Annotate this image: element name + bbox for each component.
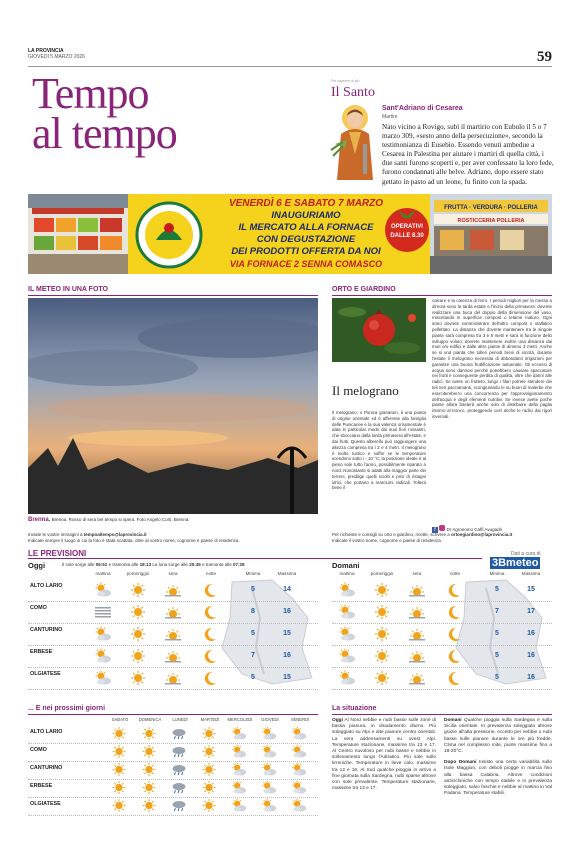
sunset-photo (28, 298, 318, 514)
sun-icon (109, 780, 129, 795)
article-title: Il melograno (332, 383, 399, 398)
column-header: Massima (277, 571, 297, 576)
section-rule (332, 714, 552, 715)
row-separator (332, 667, 552, 668)
day-header: SABATO (111, 717, 129, 722)
today-label: Oggi (28, 561, 46, 570)
day-header: VENERDÌ (290, 717, 310, 722)
situation-heading: La situazione (332, 705, 377, 712)
column-header: sera (412, 571, 422, 576)
rain-icon (169, 744, 189, 759)
sun-low-icon (406, 648, 428, 664)
photo-email-link[interactable]: tempoaltempo@laprovincia.it (83, 532, 147, 537)
sun-icon (109, 744, 129, 759)
orto-email-link[interactable]: ortoegiardino@laprovincia.it (451, 532, 513, 537)
day-header: LUNEDÌ (172, 717, 188, 722)
row-separator (332, 623, 552, 624)
sun-cloud-icon (229, 744, 249, 759)
column-header: Minima (489, 571, 505, 576)
sun-cloud-icon (229, 762, 249, 777)
sun-cloud-icon (289, 798, 309, 813)
instagram-icon[interactable] (439, 525, 445, 531)
column-header: pomeriggio (126, 571, 150, 576)
column-header: pomeriggio (370, 571, 394, 576)
provider-credit: Dati a cura di 3Bmeteo (492, 551, 541, 569)
sun-icon (199, 762, 219, 777)
sun-cloud-icon (259, 762, 279, 777)
temp-min: 5 (251, 674, 255, 681)
rain-icon (169, 798, 189, 813)
sun-icon (127, 670, 149, 686)
column-header: sera (168, 571, 178, 576)
column-header: mattina (339, 571, 355, 576)
sun-icon (127, 604, 149, 620)
sun-icon (127, 582, 149, 598)
sun-cloud-icon (336, 626, 358, 642)
rain-icon (169, 726, 189, 741)
moon-icon (444, 626, 466, 642)
tomorrow-label: Domani (332, 561, 360, 570)
market-stall-photo (28, 194, 128, 274)
sun-cloud-icon (289, 726, 309, 741)
city-name: ERBESE (30, 649, 53, 655)
column-header: notte (449, 571, 461, 576)
sun-icon (139, 762, 159, 777)
header-rule (28, 66, 552, 67)
3bmeteo-logo: 3Bmeteo (492, 557, 539, 569)
page-number: 59 (537, 49, 552, 65)
sun-icon (371, 670, 393, 686)
sun-icon (109, 762, 129, 777)
article-column-1: Il melograno, o Punica granatum, è una pianta di origine orientale ed è afferente alla famiglia delle Punicacee e la sua valenza ornamentale è data in particolar modo dai suoi fiori rossastri, che sbocciano dalla tarda primavera all'estate, e dai frutti. Questo alberello può raggiungere una altezza compresa tra i 2 e 4 metri. Il melograno è molto rustico e soffre se le temperature scendono sotto i - 10 °C; la posizione ideale è al pieno sole tutto l'anno, possibilmente riparato a nord. Nonostante si adatti alla maggior parte dei terreni, predilige quelli sciolti e privi di ristagni idrici, che portano a marciumi radicali. Tollera bene il (332, 410, 426, 491)
sun-cloud-icon (92, 626, 114, 642)
sun-low-icon (162, 604, 184, 620)
temp-max: 15 (283, 630, 291, 637)
sun-cloud-icon (229, 798, 249, 813)
sun-icon (139, 744, 159, 759)
sun-cloud-icon (259, 726, 279, 741)
pomegranate-photo (332, 298, 426, 362)
page-title: Tempo al tempo (32, 69, 177, 158)
section-rule (28, 714, 318, 715)
temp-min: 5 (495, 586, 499, 593)
sun-cloud-icon (336, 582, 358, 598)
sun-cloud-icon (259, 744, 279, 759)
sun-icon (371, 648, 393, 664)
orto-submission-note: Per richieste e consigli su orto e giardino, ricette, scrivere a ortoegiardino@laprovincia.it Indicate il vostro nome, cognome e paese di residenza. (332, 532, 513, 543)
temp-min: 7 (251, 652, 255, 659)
row-separator (28, 815, 318, 816)
temp-min: 5 (495, 674, 499, 681)
market-logo-icon (134, 200, 204, 270)
article-column-2: calcare e la carenza di ferro. I periodi migliori per la messa a dimora sono la tarda estate e l'inizio della primavera: dovrete realizzare una buca del doppio della dimensione del vaso, miscelando in superficie compost o letame maturo. Ogni anno dovrete somministrare dell'altro compost o stallatico pellettato. La distanza che dovrete mantenere tra le singole piante sarà compresa tra 3 e 5 metri e sarà in funzione dello sviluppo voluto; dovrete mantenere inoltre una distanza dai muri e/o edifici e dalle altre piante di almeno 3 metri. Anche se si una pianta che tolleri periodi brevi di siccità, durante l'estate il melograno necessita di abbondanti irrigazioni per garantire una buona fruttificazione autunnale. Gli eccessi di acqua sono dannosi perché potrebbero causare spaccature nei frutti e conseguente perdita di qualità, oltre che danni alle radici. Se avete un frutteto, lungo i filari potrete stendere dei teli neri pacciamanti, scongiurando le su buon di malerbe che esercitereberro una concorrenza per l'approvvigionamento dell'acqua e degli elementi nutritivi. Se invece avete poche piante allora basterà anche solo di distribuire della paglia intorno al tronco, proteggendo così anche le radici dai rigori invernali. (432, 298, 552, 419)
sun-low-icon (162, 582, 184, 598)
section-rule (332, 295, 552, 296)
temp-max: 17 (527, 608, 535, 615)
row-separator (28, 667, 318, 668)
sun-cloud-icon (259, 780, 279, 795)
moon-icon (200, 582, 222, 598)
row-separator (332, 645, 552, 646)
sun-icon (199, 744, 219, 759)
temp-max: 16 (527, 652, 535, 659)
sun-cloud-icon (92, 648, 114, 664)
rain-icon (169, 780, 189, 795)
rain-icon (169, 762, 189, 777)
van-sign-2: ROSTICCERIA POLLERIA (457, 218, 525, 224)
advertisement-banner[interactable] (28, 194, 552, 274)
sun-cloud-icon (289, 744, 309, 759)
city-name: COMO (30, 747, 47, 753)
sun-icon (127, 626, 149, 642)
city-name: OLGIATESE (30, 801, 61, 807)
row-separator (332, 689, 552, 690)
city-name: ALTO LARIO (30, 583, 63, 589)
city-name: OLGIATESE (30, 671, 61, 677)
day-header: DOMENICA (138, 717, 162, 722)
sun-icon (127, 648, 149, 664)
sun-icon (371, 582, 393, 598)
moon-icon (444, 648, 466, 664)
column-header: Massima (521, 571, 541, 576)
fog-icon (92, 604, 114, 620)
section-heading-orto: ORTO E GIARDINO (332, 286, 396, 293)
photo-caption: Brenna. Brenna. Rosso di sera bel tempo si spera. Foto Angelo Corti, Brenna. (28, 517, 190, 523)
issue-date: GIOVEDÌ 5 MARZO 2026 (28, 54, 85, 60)
market-van-photo (430, 194, 552, 274)
temp-min: 7 (495, 608, 499, 615)
temp-max: 16 (527, 674, 535, 681)
next-days-heading: ... E nei prossimi giorni (28, 705, 106, 712)
city-name: ERBESE (30, 783, 53, 789)
sun-icon (109, 798, 129, 813)
santo-heading: Il Santo (331, 85, 375, 100)
temp-min: 5 (495, 630, 499, 637)
sun-low-icon (406, 626, 428, 642)
section-heading-foto: IL METEO IN UNA FOTO (28, 286, 108, 293)
van-sign: FRUTTA · VERDURA · POLLERIA (444, 205, 538, 211)
sun-cloud-icon (336, 648, 358, 664)
temp-max: 15 (283, 674, 291, 681)
day-header: GIOVEDÌ (261, 717, 279, 722)
moon-icon (200, 648, 222, 664)
sun-icon (109, 726, 129, 741)
saint-portrait-illustration (329, 104, 377, 180)
moon-icon (200, 670, 222, 686)
temp-min: 8 (251, 608, 255, 615)
sun-cloud-icon (259, 798, 279, 813)
sun-cloud-icon (229, 780, 249, 795)
sun-low-icon (406, 604, 428, 620)
sun-cloud-icon (229, 726, 249, 741)
sun-cloud-icon (289, 780, 309, 795)
santo-kicker: Per saperne di più (331, 79, 360, 83)
city-name: CANTURINO (30, 627, 63, 633)
city-name: CANTURINO (30, 765, 63, 771)
facebook-icon[interactable]: f (432, 527, 438, 533)
sun-icon (139, 726, 159, 741)
sun-cloud-icon (336, 670, 358, 686)
sun-low-icon (406, 582, 428, 598)
section-rule (28, 295, 318, 296)
advertisement-text: VENERDÌ 6 E SABATO 7 MARZO INAUGURIAMO IL MERCATO ALLA FORNACE CON DEGUSTAZIONE DEI PRODOTTI OFFERTA DA NOI VIA FORNACE 2 SENNA COMASCO (228, 198, 384, 269)
column-header: notte (205, 571, 217, 576)
sun-icon (371, 626, 393, 642)
moon-icon (444, 604, 466, 620)
temp-max: 16 (283, 652, 291, 659)
moon-icon (200, 626, 222, 642)
moon-icon (200, 604, 222, 620)
sun-icon (199, 726, 219, 741)
temp-min: 5 (251, 630, 255, 637)
burst-text-a: OPERATIVI (391, 224, 423, 230)
forecast-heading: LE PREVISIONI (28, 549, 87, 558)
article-author: f Dr Agronomo Caffi Avogadri (432, 525, 502, 533)
sun-low-icon (162, 626, 184, 642)
burst-text-b: DALLE 8.30 (390, 233, 424, 239)
tomato-burst-icon (380, 200, 434, 254)
row-separator (28, 689, 318, 690)
day-header: MARTEDÌ (200, 717, 220, 722)
newspaper-masthead: LA PROVINCIA GIOVEDÌ 5 MARZO 2026 (28, 48, 85, 60)
row-separator (332, 601, 552, 602)
situation-today: Oggi Al Nord nebbie e nubi basse sulle zone di bassa pianura, in diradamento diurno. Più soleggiato su Alpi e alte pianure centro orientali. La sera addensamenti su ovest Alpi. Temperature stazionarie, massime tra 13 e 17. Al Centro nuvoloso per nubi basse e nebbie in sollevamento lungo l'Adriatico. Più sole sulle tirreniche. Temperature in lieve calo, massime tra 12 e 16. Al Sud qualche pioggia in arrivo a fine giornata sulla Sardegna, nubi sparse altrove con sole prevalente. Temperature stazionarie, massime tra 13 e 17. (332, 718, 436, 792)
column-header: mattina (95, 571, 111, 576)
sun-icon (199, 798, 219, 813)
situation-later: Domani Qualche pioggia sulla Sardegna e sulla Sicilia orientale. In prevalenza soleggiato altrove grazie all'alta pressione, eccetto per nebbie o nubi basse sulle pianure durante le ore più fredde. Clima nel complesso mite, punte massime fino a 18-20°C. Dopo Domani Insiste una certa variabilità sulle Isole Maggiori, con deboli piogge in marcia fino alla bassa Calabria. Altrove condizioni anticicloniche con tempo stabile e in prevalenza soleggiato, salvo foschie e nebbie al mattino in Val Padana. Temperature stabili. (444, 718, 552, 797)
sun-low-icon (406, 670, 428, 686)
temp-max: 14 (283, 586, 291, 593)
column-header: Minima (245, 571, 261, 576)
sun-cloud-icon (336, 604, 358, 620)
moon-icon (444, 582, 466, 598)
moon-icon (444, 670, 466, 686)
sun-low-icon (162, 648, 184, 664)
temp-min: 5 (495, 652, 499, 659)
row-separator (28, 645, 318, 646)
row-separator (28, 623, 318, 624)
temp-max: 16 (283, 608, 291, 615)
sun-icon (139, 780, 159, 795)
sun-cloud-icon (289, 762, 309, 777)
day-header: MERCOLEDÌ (227, 717, 253, 722)
temp-max: 15 (527, 586, 535, 593)
city-name: COMO (30, 605, 47, 611)
sun-moon-times: Il sole sorge alle 06:51 e tramonta alle 18:13 La luna sorge alle 20:45 e tramonta alle 07:28 (62, 562, 245, 567)
sun-low-icon (162, 670, 184, 686)
sun-cloud-icon (92, 670, 114, 686)
temp-max: 16 (527, 630, 535, 637)
temp-min: 5 (251, 586, 255, 593)
section-rule (28, 558, 482, 559)
photo-submission-note: Inviate le vostre immagini a tempoaltempo@laprovincia.it Indicate sempre il luogo in cui la foto è stata scattata, oltre al vostro nome, cognome e paese di residenza. (28, 532, 240, 543)
city-name: ALTO LARIO (30, 729, 63, 735)
sun-icon (371, 604, 393, 620)
sun-icon (199, 780, 219, 795)
saint-story: Nato vicino a Rovigo, subì il martirio con Eubulo il 5 o 7 marzo 309, «sesto anno della persecuzione», secondo la testimonianza di Eusebio. Essendo venuti ambedue a Cesarea in Palestina per aiutare i martiri di quella città, i due santi furono scoperti e, per aver confessato la loro fede, furono condannati alle belve. Adriano, dopo essere stato gettato in pasto ad un leone, fu finito con la spada. (382, 123, 554, 186)
saint-name: Sant'Adriano di Cesarea (382, 105, 463, 112)
row-separator (28, 601, 318, 602)
sun-cloud-icon (92, 582, 114, 598)
saint-role: Martire (382, 114, 398, 120)
sun-icon (139, 798, 159, 813)
